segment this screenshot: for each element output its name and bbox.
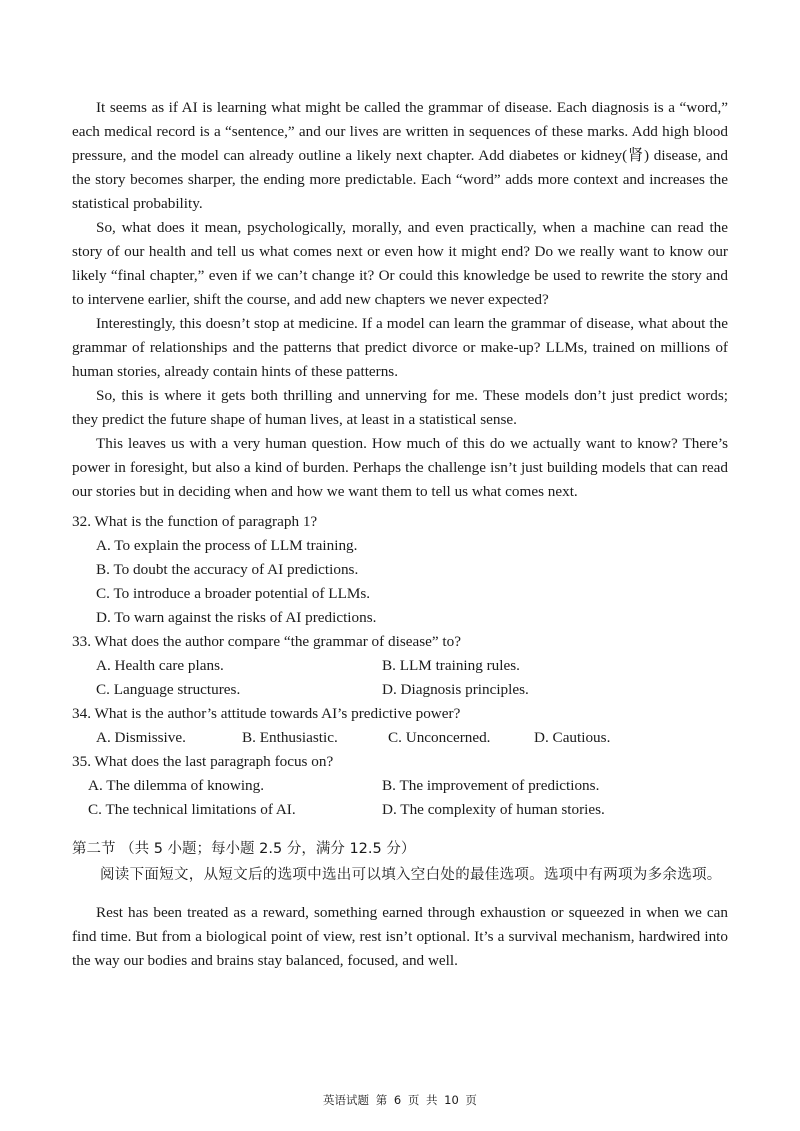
option-c: C. To introduce a broader potential of LLMs. [96, 585, 371, 602]
page-footer: 英语试题 第 6 页 共 10 页 [323, 1093, 477, 1107]
question-stem: 35. What does the last paragraph focus on? [72, 753, 334, 770]
reading-passage [72, 96, 728, 504]
option-a: A. The dilemma of knowing. [88, 777, 265, 794]
question-stem: 33. What does the author compare “the grammar of disease” to? [72, 633, 461, 650]
option-b: B. The improvement of predictions. [382, 777, 600, 794]
option-a: A. Dismissive. [96, 729, 186, 746]
question-list [72, 510, 728, 822]
passage-paragraph-3: Interestingly, this doesn’t stop at medicine. If a model can learn the grammar of disease, what about the grammar of relationships and the patterns that predict divorce or make-up? LLMs, trained on millions of human stories, already contain hints of these patterns. [72, 315, 728, 380]
option-row [88, 774, 728, 798]
question-stem: 32. What is the function of paragraph 1? [72, 513, 318, 530]
option-row [88, 798, 728, 822]
option-d: D. Diagnosis principles. [382, 681, 529, 698]
passage-paragraph-5: This leaves us with a very human question. How much of this do we actually want to know? There’s power in foresight, but also a kind of burden. Perhaps the challenge isn’t just building models that can read our stories but in deciding when and how we want them to tell us what comes next. [72, 435, 728, 500]
option-row [96, 654, 728, 678]
question-35 [72, 750, 728, 822]
question-32 [72, 510, 728, 630]
passage-paragraph-4: So, this is where it gets both thrilling and unnerving for me. These models don’t just predict words; they predict the future shape of human lives, at least in a statistical sense. [72, 387, 728, 428]
option-b: B. Enthusiastic. [242, 729, 338, 746]
option-d: D. Cautious. [534, 729, 611, 746]
option-a: A. Health care plans. [96, 657, 224, 674]
section-instruction: 阅读下面短文，从短文后的选项中选出可以填入空白处的最佳选项。选项中有两项为多余选项。 [100, 867, 722, 883]
option-a: A. To explain the process of LLM training. [96, 537, 358, 554]
option-row [96, 726, 728, 750]
option-d: D. To warn against the risks of AI predictions. [96, 609, 377, 626]
passage-paragraph-1: It seems as if AI is learning what might be called the grammar of disease. Each diagnosis is a “word,” each medical record is a “sentence,” and our lives are written in sequences of these marks. Add high blood pressure, and the model can already outline a likely next chapter. Add diabetes or kidney(肾) disease, and the story becomes sharper, the ending more predictable. Each “word” adds more context and increases the statistical probability. [72, 99, 728, 212]
section-title: 第二节 （共 5 小题；每小题 2.5 分，满分 12.5 分） [72, 841, 416, 857]
question-33 [72, 630, 728, 702]
option-c: C. Language structures. [96, 681, 241, 698]
option-c: C. The technical limitations of AI. [88, 801, 296, 818]
option-row [96, 678, 728, 702]
option-c: C. Unconcerned. [388, 729, 491, 746]
option-d: D. The complexity of human stories. [382, 801, 605, 818]
question-34 [72, 702, 728, 750]
option-b: B. LLM training rules. [382, 657, 520, 674]
option-b: B. To doubt the accuracy of AI predictions. [96, 561, 359, 578]
passage-paragraph-2: So, what does it mean, psychologically, morally, and even practically, when a machine can read the story of our health and tell us what comes next or even how it might end? Do we really want to know our likely “final chapter,” even if we can’t change it? Or could this knowledge be used to rewrite the story and to intervene earlier, shift the course, and add new chapters we never expected? [72, 219, 728, 308]
question-stem: 34. What is the author’s attitude towards AI’s predictive power? [72, 705, 461, 722]
section-2-passage: Rest has been treated as a reward, something earned through exhaustion or squeezed in when we can find time. But from a biological point of view, rest isn’t optional. It’s a survival mechanism, hardwired into the way our bodies and brains stay balanced, focused, and well. [72, 904, 728, 969]
exam-page [72, 96, 728, 973]
section-2 [72, 836, 728, 973]
